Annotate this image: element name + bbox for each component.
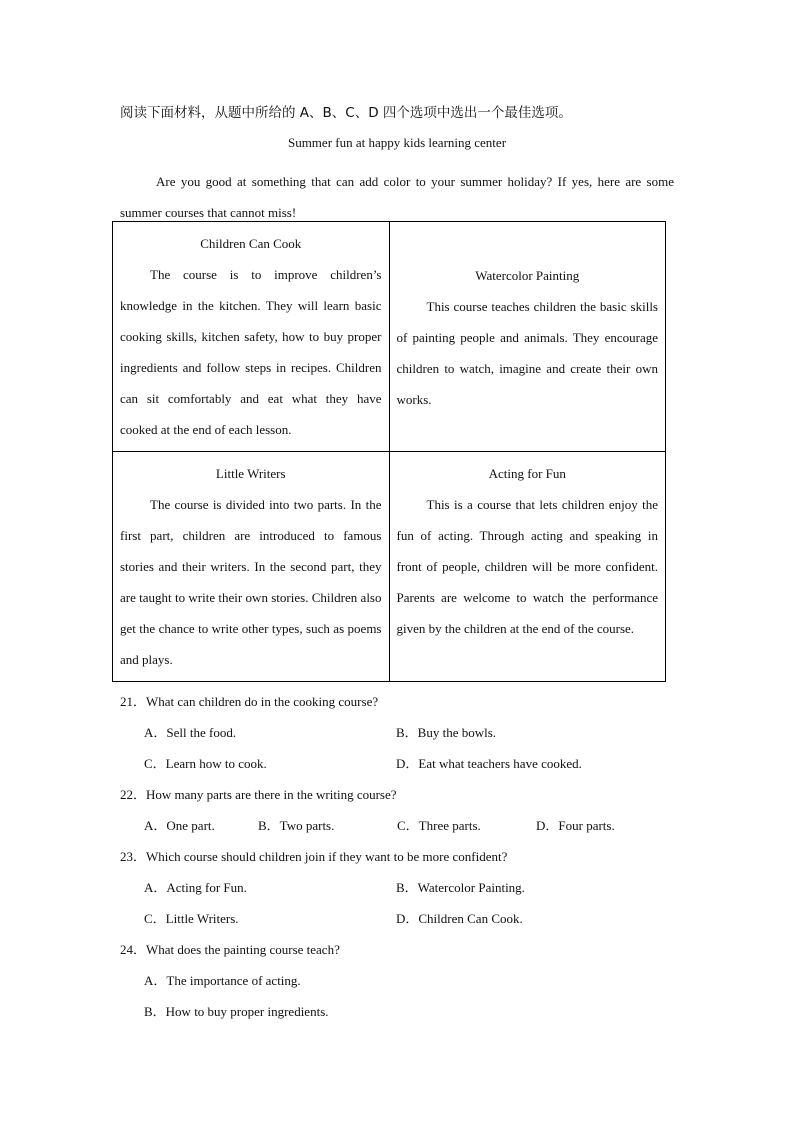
option-b[interactable]: B．How to buy proper ingredients. xyxy=(144,1004,329,1019)
instruction-text: 阅读下面材料，从题中所给的 A、B、C、D 四个选项中选出一个最佳选项。 xyxy=(120,105,572,121)
option-a[interactable]: A．The importance of acting. xyxy=(144,973,301,988)
option-b[interactable]: B．Watercolor Painting. xyxy=(396,880,525,895)
option-d[interactable]: D．Children Can Cook. xyxy=(396,911,523,926)
question-21 xyxy=(120,686,680,779)
table-row xyxy=(113,222,666,452)
passage-title: Summer fun at happy kids learning center xyxy=(287,135,507,150)
course-title: Little Writers xyxy=(215,466,286,481)
courses-table xyxy=(112,221,666,682)
course-title: Watercolor Painting xyxy=(475,268,580,283)
course-title: Children Can Cook xyxy=(200,236,302,251)
option-a[interactable]: A．Sell the food. xyxy=(144,725,237,740)
course-description: The course is divided into two parts. In the first part, children are introduced to famous stories and their writers. In the second part, they are taught to write their own stories. Children also get the chance to write other types, such as poems and plays. xyxy=(120,497,382,667)
question-stem: 24．What does the painting course teach? xyxy=(120,942,340,957)
course-cell-acting xyxy=(389,452,666,682)
questions-section xyxy=(120,686,680,1027)
course-description: This course teaches children the basic skills of painting people and animals. They encourage children to watch, imagine and create their own works. xyxy=(396,299,658,407)
option-b[interactable]: B．Buy the bowls. xyxy=(396,725,497,740)
option-b[interactable]: B．Two parts. xyxy=(258,818,335,833)
option-c[interactable]: C．Learn how to cook. xyxy=(144,756,267,771)
course-description: This is a course that lets children enjoy the fun of acting. Through acting and speaking in front of people, children will be more confident. Parents are welcome to watch the performance given by the children at the end of the course. xyxy=(396,497,658,636)
course-description: The course is to improve children’s knowledge in the kitchen. They will learn basic cooking skills, kitchen safety, how to buy proper ingredients and follow steps in recipes. Children can sit comfortably and eat what they have cooked at the end of each lesson. xyxy=(120,267,382,437)
question-stem: 23．Which course should children join if they want to be more confident? xyxy=(120,849,508,864)
question-stem: 22．How many parts are there in the writing course? xyxy=(120,787,397,802)
question-stem: 21．What can children do in the cooking course? xyxy=(120,694,379,709)
option-d[interactable]: D．Four parts. xyxy=(536,818,615,833)
course-cell-cooking xyxy=(113,222,390,452)
course-cell-painting xyxy=(389,222,666,452)
option-a[interactable]: A．One part. xyxy=(144,818,215,833)
course-title: Acting for Fun xyxy=(488,466,566,481)
passage-intro: Are you good at something that can add color to your summer holiday? If yes, here are some summer courses that cannot miss! xyxy=(120,174,674,220)
question-22 xyxy=(120,779,680,841)
option-c[interactable]: C．Little Writers. xyxy=(144,911,239,926)
option-d[interactable]: D．Eat what teachers have cooked. xyxy=(396,756,582,771)
question-24 xyxy=(120,934,680,1027)
course-cell-writing xyxy=(113,452,390,682)
question-23 xyxy=(120,841,680,934)
option-a[interactable]: A．Acting for Fun. xyxy=(144,880,247,895)
option-c[interactable]: C．Three parts. xyxy=(397,818,481,833)
table-row xyxy=(113,452,666,682)
